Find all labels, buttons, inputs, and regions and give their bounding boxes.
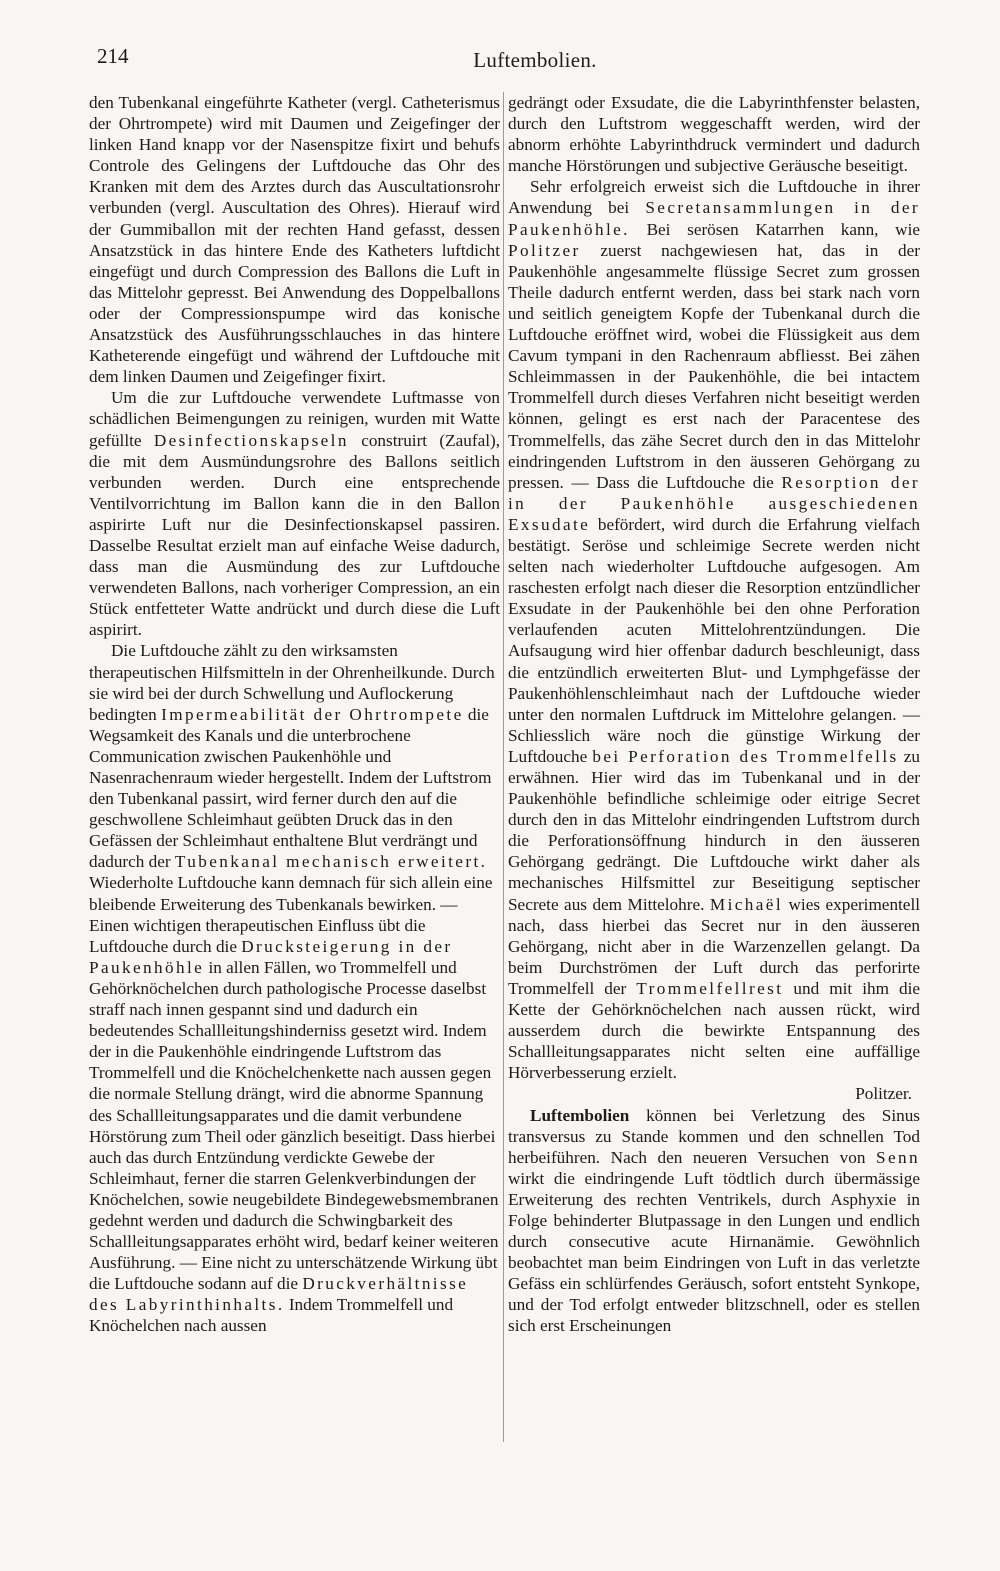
spaced-term: Tubenkanal mechanisch erweitert. bbox=[174, 852, 488, 872]
left-column bbox=[89, 92, 500, 1337]
author-name: Senn bbox=[876, 1147, 920, 1167]
spaced-term: Druckverhältnisse des Labyrinthinhalts. bbox=[89, 1274, 469, 1315]
spaced-term: Impermeabilität der Ohrtrompete bbox=[161, 704, 464, 724]
right-paragraph-2 bbox=[508, 176, 920, 1083]
text-run: können bei Verletzung des Sinus transversus zu Stande kommen und den schnellen Tod herbeiführen. Nach den neueren Versuchen von bbox=[508, 1105, 920, 1167]
text-run: Wiederholte Luftdouche kann demnach für sich allein eine bleibende Erweiterung des Tubenkanals bewirken. — Einen wichtigen therapeutischen Einfluss übt die Luftdouche durch die bbox=[89, 873, 493, 956]
left-paragraph-1: den Tubenkanal eingeführte Katheter (vergl. Catheterismus der Ohrtrompete) wird mit Daumen und Zeigefinger der linken Hand knapp vor der Nasenspitze fixirt und behufs Controle des Gelingens der Luftdouche das Ohr des Kranken mit dem des Arztes durch das Auscultationsrohr verbunden (vergl. Auscultation des Ohres). Hierauf wird der Gummiballon mit der rechten Hand gefasst, dessen Ansatzstück in das hintere Ende des Katheters luftdicht eingefügt und durch Compression des Ballons die Luft in das Mittelohr gepresst. Bei Anwendung des Doppelballons oder der Compressionspumpe wird das konische Ansatzstück des Ausführungsschlauches in das hintere Katheterende eingefügt und während der Luftdouche mit dem linken Daumen und Zeigefinger fixirt. bbox=[89, 93, 500, 387]
spaced-term: bei Perforation des Trommelfells bbox=[592, 746, 899, 766]
text-run: construirt (Zaufal), die mit dem Ausmündungsrohre des Ballons seitlich verbunden werden. Durch eine entsprechende Ventilvorrichtung im Ballon kann die in den Ballon aspirirte Luft nur die Desinfectionskapsel passiren. Dasselbe Resultat erzielt man auf einfache Weise dadurch, dass man die Ausmündung des zur Luftdouche verwendeten Ballons, nach vorheriger Compression, an ein Stück entfetteter Watte andrückt und durch diese die Luft aspirirt. bbox=[89, 430, 501, 640]
author-signature: Politzer. bbox=[855, 1084, 912, 1104]
text-run: Die Luftdouche zählt zu den wirksamsten therapeutischen Hilfsmitteln in der Ohrenheilkunde. Durch sie wird bei der durch Schwellung und Auflockerung bedingten bbox=[89, 641, 495, 724]
text-run: Bei serösen Katarrhen kann, wie bbox=[629, 219, 920, 239]
right-paragraph-3 bbox=[508, 1105, 920, 1337]
spaced-term: Resorption der in der Paukenhöhle ausgeschiedenen Exsudate bbox=[508, 472, 920, 534]
text-run: Sehr erfolgreich erweist sich die Luftdouche in ihrer Anwendung bei bbox=[508, 177, 920, 218]
text-run: in allen Fällen, wo Trommelfell und Gehörknöchelchen durch pathologische Processe daselbst straff nach innen gespannt sind und dadurch ein bedeutendes Schallleitungshinderniss gesetzt wird. Indem der in die Paukenhöhle eindringende Luftstrom das Trommelfell und die Knöchelchenkette nach aussen gegen die normale Stellung drängt, wird die abnorme Spannung des Schallleitungsapparates und die damit verbundene Hörstörung zum Theil oder gänzlich beseitigt. Dass hierbei auch das durch Entzündung verdickte Gewebe der Schleimhaut, ferner die starren Gelenkverbindungen der Knöchelchen, sowie neugebildete Bindegewebsmembranen gedehnt werden und dadurch die Schwingbarkeit des Schallleitungsapparates erhöht wird, bedarf keiner weiteren Ausführung. — Eine nicht zu unterschätzende Wirkung übt die Luftdouche sodann auf die bbox=[89, 957, 499, 1294]
spaced-term: Trommelfellrest bbox=[636, 978, 784, 998]
spaced-term: Secretansammlungen in der Paukenhöhle. bbox=[508, 198, 920, 239]
text-run: wies experimentell nach, dass hierbei das Secret nur in den äusseren Gehörgang, nicht aber in die Warzenzellen gelangt. Da beim Durchströmen der Luft durch das perforirte Trommelfell der bbox=[508, 894, 920, 998]
running-head-title: Luftembolien. bbox=[473, 48, 597, 72]
text-run: zu erwähnen. Hier wird das im Tubenkanal und in der Paukenhöhle befindliche schleimige oder eitrige Secret durch den in das Mittelohr eindringenden Luftstrom durch die Perforationsöffnung hindurch in den äusseren Gehörgang gedrängt. Die Luftdouche wirkt daher als mechanisches Hilfsmittel zur Beseitigung septischer Secrete aus dem Mittelohre. bbox=[508, 746, 920, 914]
text-run: wirkt die eindringende Luft tödtlich durch übermässige Erweiterung des rechten Ventrikels, durch Asphyxie in Folge behinderter Blutpassage in den Lungen und endlich durch consecutive acute Hirnanämie. Gewöhnlich beobachtet man beim Eindringen von Luft in das verletzte Gefäss ein schlürfendes Geräusch, sofort entsteht Synkope, und der Tod erfolgt entweder blitzschnell, oder es stellen sich erst Erscheinungen bbox=[508, 1168, 920, 1336]
text-run: Indem Trommelfell und Knöchelchen nach aussen bbox=[89, 1295, 454, 1336]
text-run: Um die zur Luftdouche verwendete Luftmasse von schädlichen Beimengungen zu reinigen, wurden mit Watte gefüllte bbox=[89, 388, 500, 450]
right-paragraph-1: gedrängt oder Exsudate, die die Labyrinthfenster belasten, durch den Luftstrom weggeschafft werden, wird der abnorm erhöhte Labyrinthdruck vermindert und dadurch manche Hörstörungen und subjective Geräusche beseitigt. bbox=[508, 93, 920, 176]
left-paragraph-3 bbox=[89, 640, 500, 1336]
page-number: 214 bbox=[97, 44, 129, 68]
left-paragraph-2 bbox=[89, 387, 500, 640]
text-run: und mit ihm die Kette der Gehörknöchelchen nach aussen rückt, wird ausserdem durch die bewirkte Entspannung des Schallleitungsapparates nicht selten eine auffällige Hörverbesserung erzielt. bbox=[508, 978, 920, 1083]
column-divider bbox=[503, 92, 504, 1442]
text-run: zuerst nachgewiesen hat, das in der Paukenhöhle angesammelte flüssige Secret zum grossen Theile dadurch entfernt werden, dass bei stark nach vorn und seitlich geneigtem Kopfe der Tubenkanal durch die Luftdouche eröffnet wird, wobei die Flüssigkeit aus dem Cavum tympani in den Rachenraum abfliesst. Bei zähen Schleimmassen in der Paukenhöhle, die bei intactem Trommelfell durch dieses Verfahren nicht beseitigt werden können, gelingt es erst nach der Paracentese des Trommelfells, das zähe Secret durch den in das Mittelohr eindringenden Luftstrom in den äusseren Gehörgang zu pressen. — Dass die Luftdouche die bbox=[508, 240, 920, 492]
spaced-term: Drucksteigerung in der Paukenhöhle bbox=[89, 936, 453, 977]
text-run: die Wegsamkeit des Kanals und die unterbrochene Communication zwischen Paukenhöhle und Nasenrachenraum wieder hergestellt. Indem der Luftstrom den Tubenkanal passirt, wird ferner durch den auf die geschwollene Schleimhaut geübten Druck das in den Gefässen der Schleimhaut enthaltene Blut verdrängt und dadurch der bbox=[89, 704, 492, 872]
author-name: Michaël bbox=[709, 894, 784, 914]
text-run: befördert, wird durch die Erfahrung vielfach bestätigt. Seröse und schleimige Secrete werden nicht selten nach wiederholter Luftdouche aufgesogen. Am raschesten erfolgt nach dieser die Resorption entzündlicher Exsudate in der Paukenhöhle bei den ohne Perforation verlaufenden acuten Mittelohrentzündungen. Die Aufsaugung wird hier offenbar dadurch beschleunigt, dass die entzündlich erweiterten Blut- und Lymphgefässe der Paukenhöhlenschleimhaut nach der Luftdouche wieder unter den normalen Luftdruck im Mittelohre gelangen. — Schliesslich wäre noch die günstige Wirkung der Luftdouche bbox=[508, 514, 920, 766]
right-column bbox=[508, 92, 920, 1337]
entry-headword: Luftembolien bbox=[530, 1105, 630, 1125]
author-name: Politzer bbox=[508, 240, 581, 260]
spaced-term: Desinfectionskapseln bbox=[153, 430, 349, 450]
